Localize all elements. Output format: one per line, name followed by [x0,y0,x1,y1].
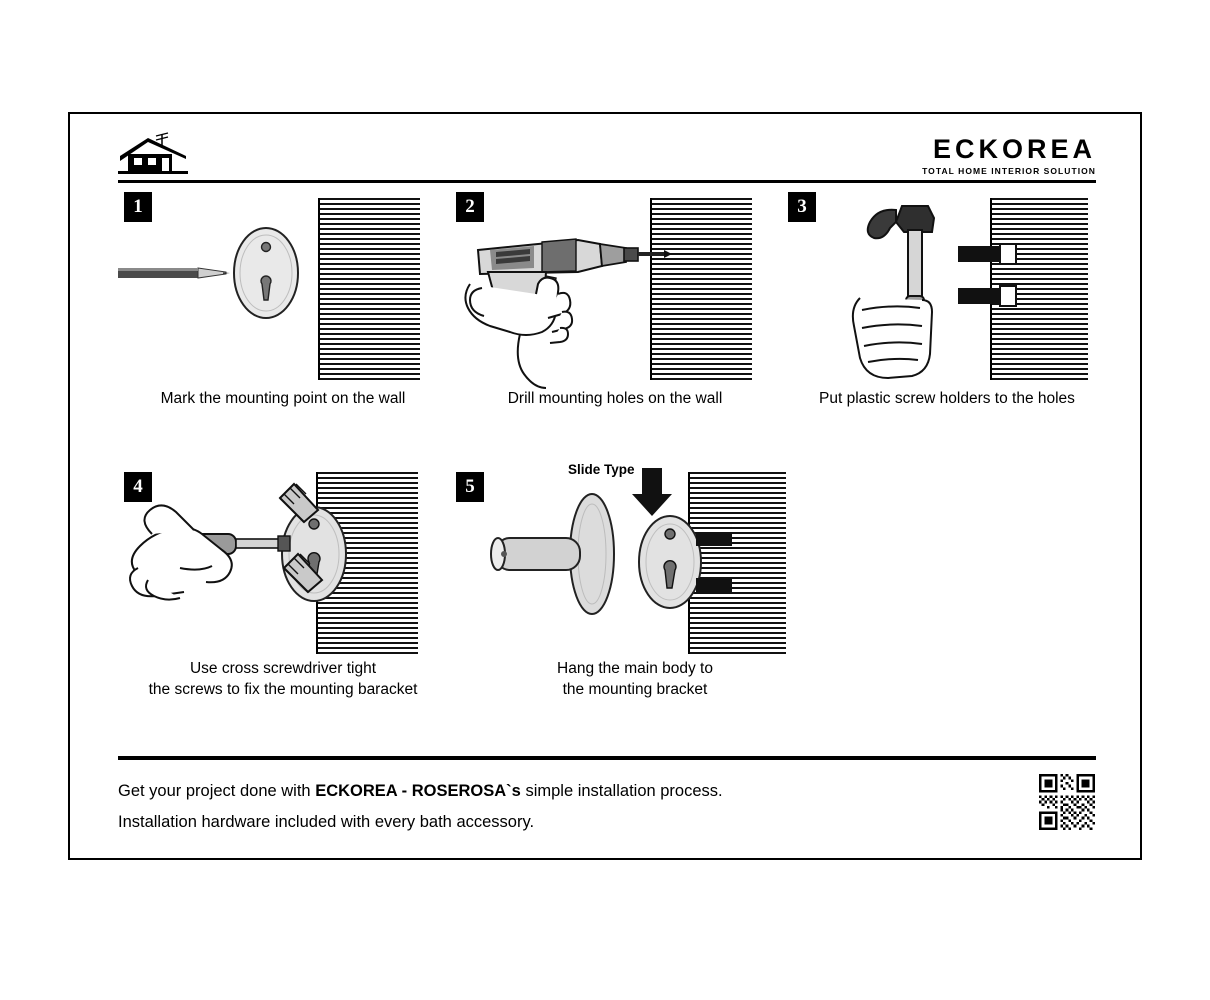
house-icon [118,132,188,174]
step-4-caption [118,658,448,700]
steps-row-2 [70,462,1140,762]
steps-row-1 [70,192,1140,472]
step-5-illustration [450,462,820,677]
slide-type-label: Slide Type [568,462,635,477]
step-number-badge: 5 [456,472,484,502]
mounting-bracket-icon [639,516,701,608]
main-body-icon [491,494,614,614]
instruction-sheet [68,112,1142,860]
steps-grid [70,192,1140,762]
header-divider [118,180,1096,183]
step-2 [450,192,780,472]
footer-divider [118,756,1096,760]
step-number-badge: 3 [788,192,816,222]
step-number-badge: 1 [124,192,152,222]
hand-icon [130,505,232,599]
footer-brand: ECKOREA - ROSEROSA`s [315,782,521,800]
step-5 [450,462,820,752]
qr-code-icon [1039,774,1095,830]
step-1 [118,192,448,472]
step-number-badge: 4 [124,472,152,502]
step-2-caption: Drill mounting holes on the wall [507,390,723,407]
sheet-header [70,114,1140,186]
pencil-icon [118,268,230,278]
step-2-illustration [450,192,780,397]
down-arrow-icon [632,468,672,516]
step-3 [782,192,1112,472]
step-4-illustration [118,472,448,677]
brand-block [922,136,1096,176]
brand-tagline: TOTAL HOME INTERIOR SOLUTION [922,166,1096,176]
step-3-caption: Put plastic screw holders to the holes [819,390,1075,407]
step-1-caption: Mark the mounting point on the wall [160,390,406,407]
drill-bit-icon [638,250,672,258]
footer-line-1 [118,776,988,807]
hand-icon [853,298,932,378]
step-3-illustration [782,192,1112,397]
wall-anchor-icon [958,244,1016,306]
step-5-caption-line2: the mounting bracket [562,681,708,698]
step-4-caption-line1: Use cross screwdriver tight [189,660,377,677]
mounting-bracket-icon [234,228,298,318]
step-number-badge: 2 [456,192,484,222]
brand-name: ECKOREA [932,134,1096,164]
footer-line-2: Installation hardware included with every bath accessory. [118,813,535,831]
step-4-caption-line2: the screws to fix the mounting baracket [148,681,418,698]
footer-text [118,776,988,838]
step-5-caption [450,658,820,700]
step-4 [118,472,448,752]
footer-line1-suffix: simple installation process. [520,782,723,800]
footer-line1-prefix: Get your project done with [118,782,316,800]
step-5-caption-line1: Hang the main body to [557,660,713,677]
step-1-illustration [118,192,448,397]
